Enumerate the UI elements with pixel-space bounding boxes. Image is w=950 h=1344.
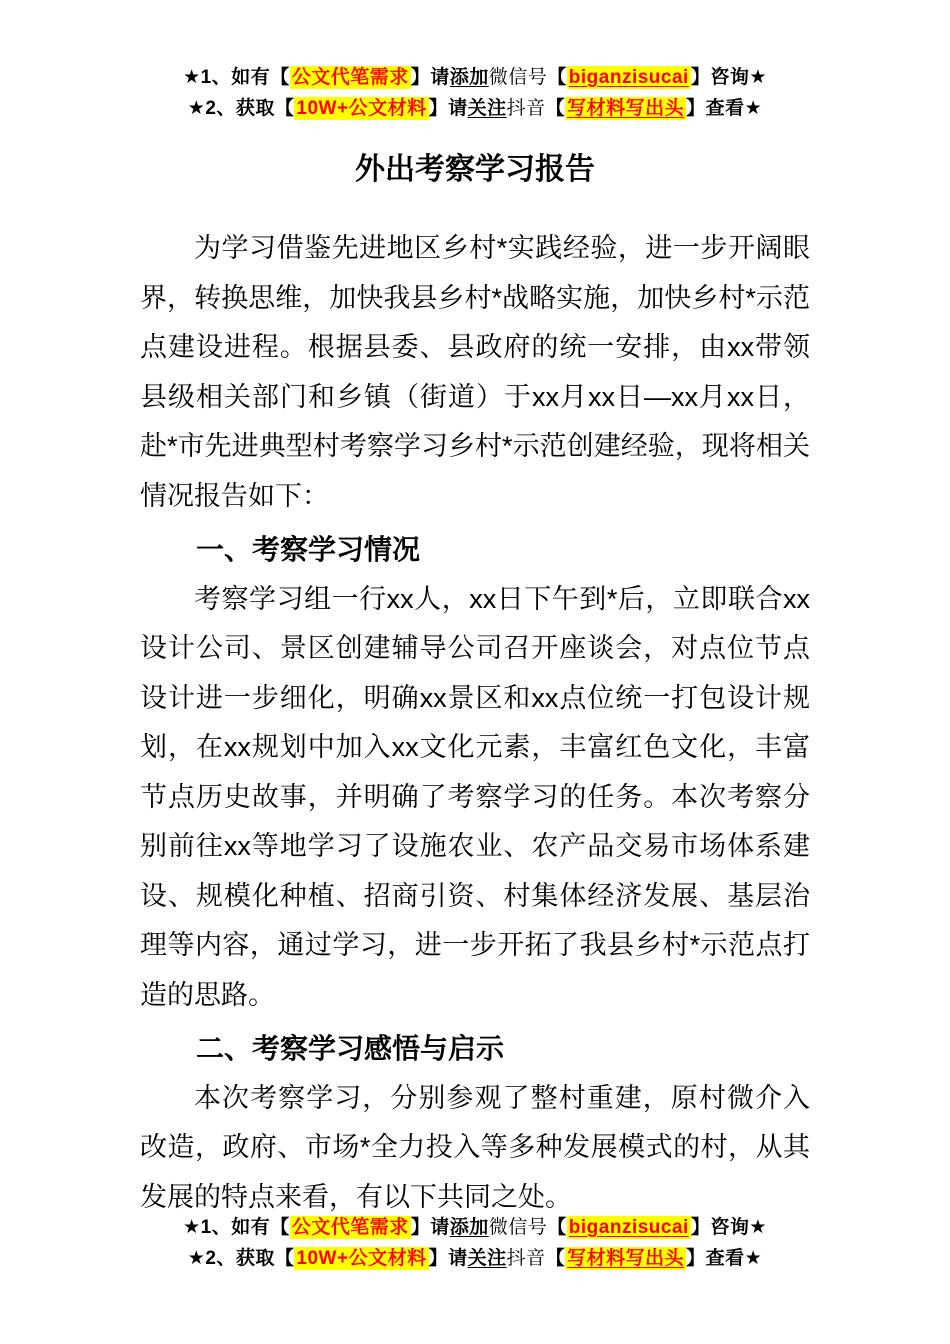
- promo2-mid: 】请: [428, 1248, 468, 1269]
- promo1-suffix: 】咨询★: [690, 1217, 767, 1238]
- promo1-service-highlight: 公文代笔需求: [291, 1217, 409, 1238]
- promo2-channel-label: 抖音: [506, 1248, 546, 1269]
- section-heading-1: 一、考察学习情况: [196, 534, 421, 565]
- promo2-service-highlight: 10W+公文材料: [296, 1248, 427, 1269]
- promo-header-line1: [0, 62, 950, 93]
- promo2-suffix: 】查看★: [686, 1248, 763, 1269]
- promo1-prefix: ★1、如有【: [183, 1217, 290, 1238]
- promo1-prefix: ★1、如有【: [183, 67, 290, 88]
- promo1-action-underlined: 添加: [449, 1217, 489, 1238]
- doc-title: 外出考察学习报告: [355, 153, 595, 186]
- promo1-open-bracket: 【: [547, 1217, 567, 1238]
- promo-header-line2: [0, 93, 950, 124]
- document-body: [140, 148, 810, 1222]
- section-heading-2: 二、考察学习感悟与启示: [196, 1033, 505, 1064]
- promo2-channel-label: 抖音: [506, 98, 546, 119]
- promo1-mid: 】请: [410, 67, 450, 88]
- promo-footer: [0, 1212, 950, 1274]
- promo1-suffix: 】咨询★: [690, 67, 767, 88]
- promo-footer-line1: [0, 1212, 950, 1243]
- promo1-channel-label: 微信号: [488, 67, 548, 88]
- promo1-action-underlined: 添加: [449, 67, 489, 88]
- promo1-channel-label: 微信号: [488, 1217, 548, 1238]
- promo2-open-bracket: 【: [545, 1248, 566, 1269]
- paragraph-3: 本次考察学习，分别参观了整村重建，原村微介入改造，政府、市场*全力投入等多种发展模式的村，从其发展的特点来看，有以下共同之处。: [140, 1082, 810, 1212]
- promo1-wechat-id: biganzisucai: [568, 1217, 689, 1238]
- promo2-service-highlight: 10W+公文材料: [296, 98, 427, 119]
- paragraph-1: 为学习借鉴先进地区乡村*实践经验，进一步开阔眼界，转换思维，加快我县乡村*战略实施，加快乡村*示范点建设进程。根据县委、县政府的统一安排，由xx带领县级相关部门和乡镇（街道）于xx月xx日—xx月xx日，赴*市先进典型村考察学习乡村*示范创建经验，现将相关情况报告如下：: [140, 233, 810, 511]
- promo1-mid: 】请: [410, 1217, 450, 1238]
- promo-footer-line2: [0, 1243, 950, 1274]
- promo2-suffix: 】查看★: [686, 98, 763, 119]
- promo2-douyin-account: 写材料写出头: [567, 1248, 685, 1269]
- promo1-service-highlight: 公文代笔需求: [291, 67, 409, 88]
- promo2-prefix: ★2、获取【: [187, 98, 295, 119]
- promo1-open-bracket: 【: [547, 67, 567, 88]
- promo2-douyin-account: 写材料写出头: [567, 98, 685, 119]
- promo2-prefix: ★2、获取【: [187, 1248, 295, 1269]
- promo2-action-underlined: 关注: [467, 1248, 507, 1269]
- promo1-wechat-id: biganzisucai: [568, 67, 689, 88]
- promo2-mid: 】请: [428, 98, 468, 119]
- promo-header: [0, 62, 950, 124]
- promo2-action-underlined: 关注: [467, 98, 507, 119]
- promo2-open-bracket: 【: [545, 98, 566, 119]
- paragraph-2: 考察学习组一行xx人，xx日下午到*后，立即联合xx设计公司、景区创建辅导公司召开座谈会，对点位节点设计进一步细化，明确xx景区和xx点位统一打包设计规划，在xx规划中加入xx文化元素，丰富红色文化，丰富节点历史故事，并明确了考察学习的任务。本次考察分别前往xx等地学习了设施农业、农产品交易市场体系建设、规模化种植、招商引资、村集体经济发展、基层治理等内容，通过学习，进一步开拓了我县乡村*示范点打造的思路。: [140, 583, 810, 1010]
